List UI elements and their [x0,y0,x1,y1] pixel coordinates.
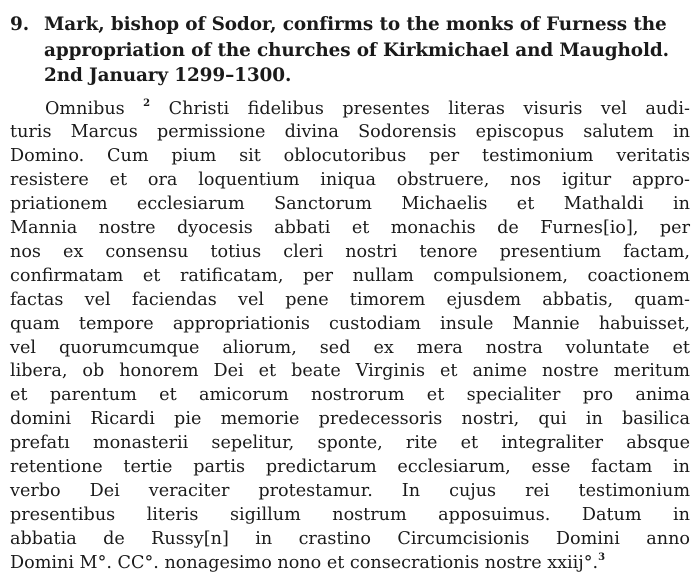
body-line: factas vel faciendas vel pene timorem ejusdem abbatis, quam- [10,289,690,310]
body-line: confirmatam et ratificatam, per nullam compulsionem, coactionem [10,265,690,286]
body-line: Omnibus $^2$ Christi fidelibus presentes literas visuris vel audi- [45,97,690,119]
body-line: verbo Dei veraciter protestamur. In cujus rei testimonium [10,481,690,501]
body-line: retentione tertie partis predictarum ecclesiarum, esse factam in [10,457,690,478]
entry-title [44,12,690,89]
entry-number: 9. [10,14,29,35]
body-line: Mannia nostre dyocesis abbati et monachis de Furnes[io], per [10,218,690,239]
body-line: presentibus literis sigillum nostrum apposuimus. Datum in [10,504,690,525]
title-line-2: appropriation of the churches of Kirkmichael and Maughold. [44,39,669,61]
body-line: et parentum et amicorum nostrorum et specialiter pro anima [10,385,690,406]
body-line: vel quorumcumque aliorum, sed ex mera nostra voluntate et [10,337,690,358]
body-line: Domino. Cum pium sit oblocutoribus per testimonium veritatis [10,146,690,167]
footnote-ref: 2 [143,97,151,109]
charter-text [10,98,690,576]
body-last-line: Domini M°. CC°. nonagesimo nono et consecrationis nostre xxiij°.$^3$ [10,551,606,573]
title-date: 2nd January 1299–1300. [44,65,292,86]
body-line: nos ex consensu totius cleri nostri tenore presentium factam, [10,241,690,262]
footnote-ref: 3 [598,551,606,563]
title-line-1: Mark, bishop of Sodor, confirms to the monks of Furness the [44,14,667,35]
first-word: Omnibus [45,98,125,119]
entry-heading [10,12,690,89]
body-line: priationem ecclesiarum Sanctorum Michaelis et Mathaldi in [10,194,690,215]
body-line: prefatı monasterii sepelitur, sponte, rite et integraliter absque [10,433,690,454]
body-line: turis Marcus permissione divina Sodorensis episcopus salutem in [10,122,690,143]
body-line: domini Ricardi pie memorie predecessoris nostri, qui in basilica [10,409,690,430]
body-line: abbatia de Russy[n] in crastino Circumcisionis Domini anno [10,528,690,549]
body-line: libera, ob honorem Dei et beate Virginis et anime nostre meritum [10,361,690,382]
body-line: resistere et ora loquentium iniqua obstruere, nos igitur appro- [10,170,690,191]
body-line: quam tempore appropriationis custodiam insule Mannie habuisset, [10,313,690,334]
